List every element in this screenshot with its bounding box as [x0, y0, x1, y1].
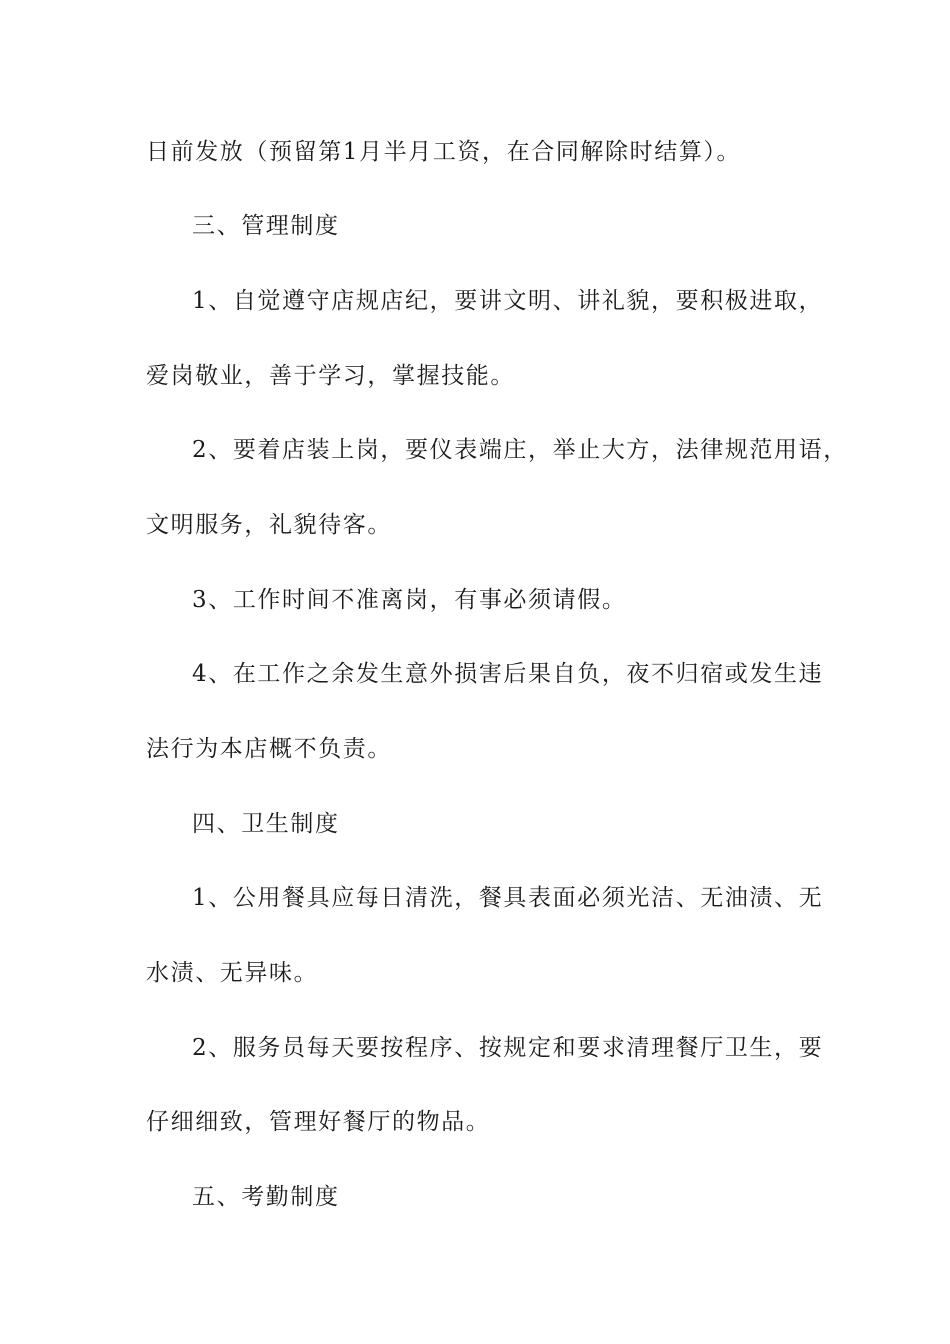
paragraph-continuation-wage-payment: 日前发放（预留第1月半月工资，在合同解除时结算）。 — [146, 139, 742, 165]
hygiene-rule-2-line-2: 仔细细致，管理好餐厅的物品。 — [146, 1109, 491, 1135]
management-rule-2-line-1: 2、要着店装上岗，要仪表端庄，举止大方，法律规范用语， — [192, 437, 848, 463]
management-rule-3: 3、工作时间不准离岗，有事必须请假。 — [192, 587, 627, 613]
management-rule-4-line-2: 法行为本店概不负责。 — [146, 736, 392, 762]
management-rule-1-line-1: 1、自觉遵守店规店纪，要讲文明、讲礼貌，要积极进取， — [192, 288, 824, 314]
hygiene-rule-1-line-1: 1、公用餐具应每日清洗，餐具表面必须光洁、无油渍、无 — [192, 885, 824, 911]
section-heading-management: 三、管理制度 — [192, 213, 340, 239]
management-rule-2-line-2: 文明服务，礼貌待客。 — [146, 512, 392, 538]
hygiene-rule-1-line-2: 水渍、无异味。 — [146, 960, 319, 986]
management-rule-4-line-1: 4、在工作之余发生意外损害后果自负，夜不归宿或发生违 — [192, 661, 824, 687]
management-rule-1-line-2: 爱岗敬业，善于学习，掌握技能。 — [146, 363, 515, 389]
section-heading-hygiene: 四、卫生制度 — [192, 811, 340, 837]
section-heading-attendance: 五、考勤制度 — [192, 1184, 340, 1210]
hygiene-rule-2-line-1: 2、服务员每天要按程序、按规定和要求清理餐厅卫生，要 — [192, 1035, 824, 1061]
